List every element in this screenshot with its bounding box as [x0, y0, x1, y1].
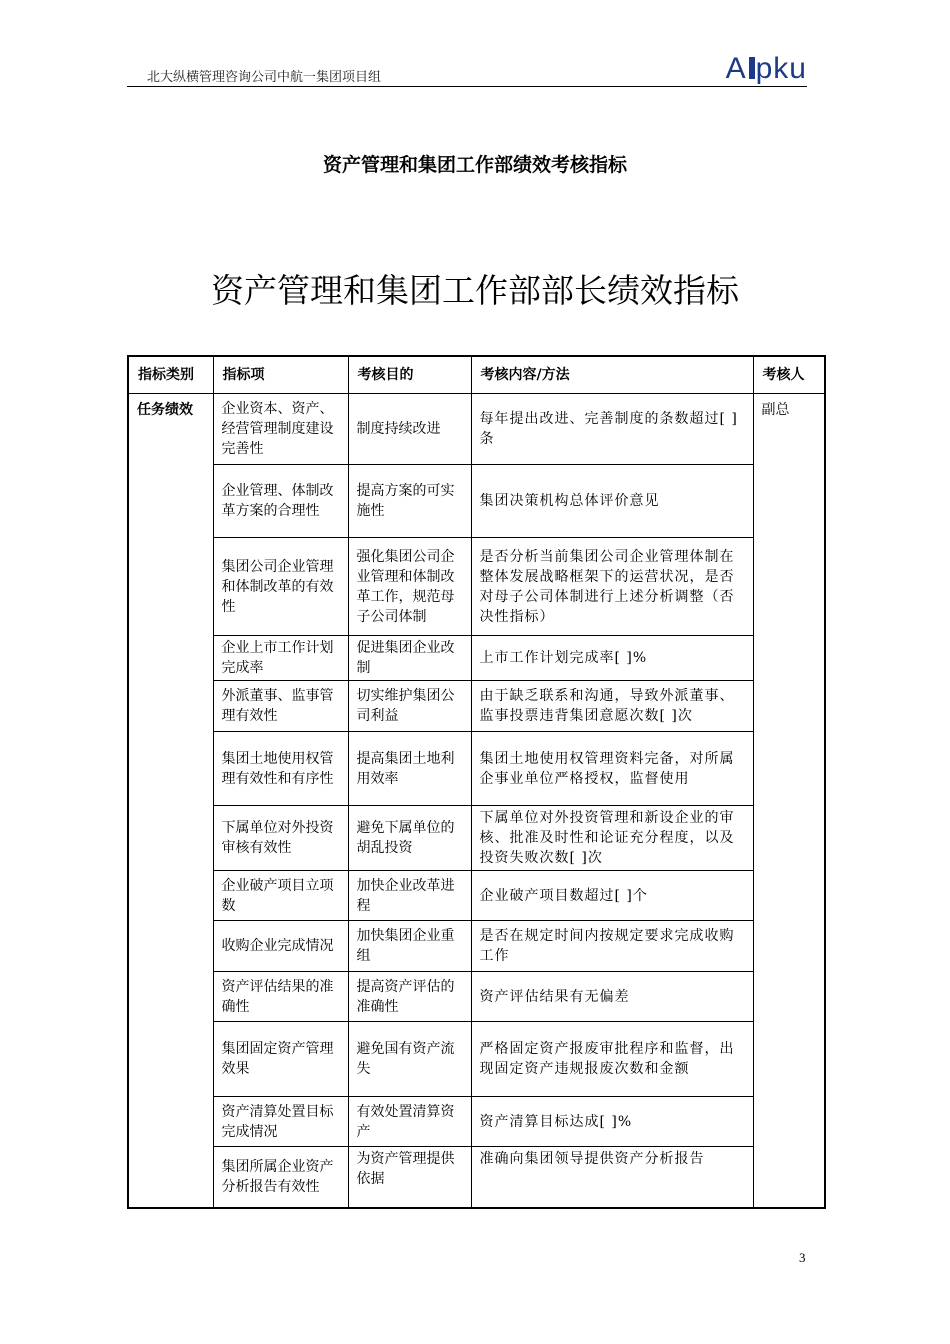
logo-bar-icon	[749, 57, 755, 79]
purpose-cell: 避免下属单位的胡乱投资	[348, 806, 471, 871]
header-purpose: 考核目的	[348, 356, 471, 394]
item-cell: 企业上市工作计划完成率	[213, 636, 348, 681]
item-cell: 资产清算处置目标完成情况	[213, 1097, 348, 1147]
method-cell: 资产评估结果有无偏差	[471, 972, 753, 1022]
method-cell: 集团土地使用权管理资料完备，对所属企事业单位严格授权，监督使用	[471, 732, 753, 806]
method-cell: 是否分析当前集团公司企业管理体制在整体发展战略框架下的运营状况，是否对母子公司体制进行上述分析调整（否决性指标）	[471, 538, 753, 636]
purpose-cell: 切实维护集团公司利益	[348, 681, 471, 732]
item-cell: 集团固定资产管理效果	[213, 1022, 348, 1097]
header-method: 考核内容/方法	[471, 356, 753, 394]
purpose-cell: 有效处置清算资产	[348, 1097, 471, 1147]
page-header	[127, 52, 807, 87]
page-number: 3	[799, 1250, 806, 1265]
method-cell: 准确向集团领导提供资产分析报告	[471, 1147, 753, 1208]
purpose-cell: 提高资产评估的准确性	[348, 972, 471, 1022]
method-cell: 上市工作计划完成率[ ]%	[471, 636, 753, 681]
method-cell: 每年提出改进、完善制度的条数超过[ ]条	[471, 394, 753, 465]
logo-right: pku	[755, 52, 807, 85]
purpose-cell: 提高方案的可实施性	[348, 465, 471, 538]
table-row	[128, 732, 825, 806]
method-cell: 是否在规定时间内按规定要求完成收购工作	[471, 921, 753, 972]
item-cell: 下属单位对外投资审核有效性	[213, 806, 348, 871]
purpose-cell: 加快企业改革进程	[348, 871, 471, 921]
header-reviewer: 考核人	[753, 356, 825, 394]
table-row	[128, 394, 825, 465]
item-cell: 收购企业完成情况	[213, 921, 348, 972]
kpi-table	[127, 355, 826, 1209]
item-cell: 企业破产项目立项数	[213, 871, 348, 921]
item-cell: 集团所属企业资产分析报告有效性	[213, 1147, 348, 1208]
header-item: 指标项	[213, 356, 348, 394]
reviewer-cell: 副总	[753, 394, 825, 1208]
item-cell: 集团土地使用权管理有效性和有序性	[213, 732, 348, 806]
table-row	[128, 1147, 825, 1208]
purpose-cell: 避免国有资产流失	[348, 1022, 471, 1097]
method-cell: 企业破产项目数超过[ ]个	[471, 871, 753, 921]
table-row	[128, 1097, 825, 1147]
purpose-cell: 制度持续改进	[348, 394, 471, 465]
purpose-cell: 强化集团公司企业管理和体制改革工作，规范母子公司体制	[348, 538, 471, 636]
method-cell: 集团决策机构总体评价意见	[471, 465, 753, 538]
purpose-cell: 为资产管理提供依据	[348, 1147, 471, 1208]
table-row	[128, 538, 825, 636]
item-cell: 外派董事、监事管理有效性	[213, 681, 348, 732]
alpku-logo	[726, 54, 807, 84]
table-row	[128, 871, 825, 921]
table-row	[128, 636, 825, 681]
table-header-row	[128, 356, 825, 394]
purpose-cell: 加快集团企业重组	[348, 921, 471, 972]
document-title: 资产管理和集团工作部部长绩效指标	[211, 271, 739, 310]
item-cell: 企业管理、体制改革方案的合理性	[213, 465, 348, 538]
table-row	[128, 806, 825, 871]
item-cell: 资产评估结果的准确性	[213, 972, 348, 1022]
category-cell: 任务绩效	[128, 394, 213, 1208]
header-category: 指标类别	[128, 356, 213, 394]
table-row	[128, 1022, 825, 1097]
method-cell: 严格固定资产报废审批程序和监督，出现固定资产违规报废次数和金额	[471, 1022, 753, 1097]
purpose-cell: 提高集团土地利用效率	[348, 732, 471, 806]
logo-left: A	[725, 52, 747, 85]
header-company: 北大纵横管理咨询公司中航一集团项目组	[147, 70, 382, 85]
method-cell: 下属单位对外投资管理和新设企业的审核、批准及时性和论证充分程度，以及投资失败次数[ ]次	[471, 806, 753, 871]
table-row	[128, 681, 825, 732]
item-cell: 集团公司企业管理和体制改革的有效性	[213, 538, 348, 636]
table-row	[128, 972, 825, 1022]
table-row	[128, 921, 825, 972]
table-row	[128, 465, 825, 538]
document-subtitle: 资产管理和集团工作部绩效考核指标	[322, 154, 627, 176]
method-cell: 由于缺乏联系和沟通，导致外派董事、监事投票违背集团意愿次数[ ]次	[471, 681, 753, 732]
method-cell: 资产清算目标达成[ ]%	[471, 1097, 753, 1147]
purpose-cell: 促进集团企业改制	[348, 636, 471, 681]
item-cell: 企业资本、资产、经营管理制度建设完善性	[213, 394, 348, 465]
